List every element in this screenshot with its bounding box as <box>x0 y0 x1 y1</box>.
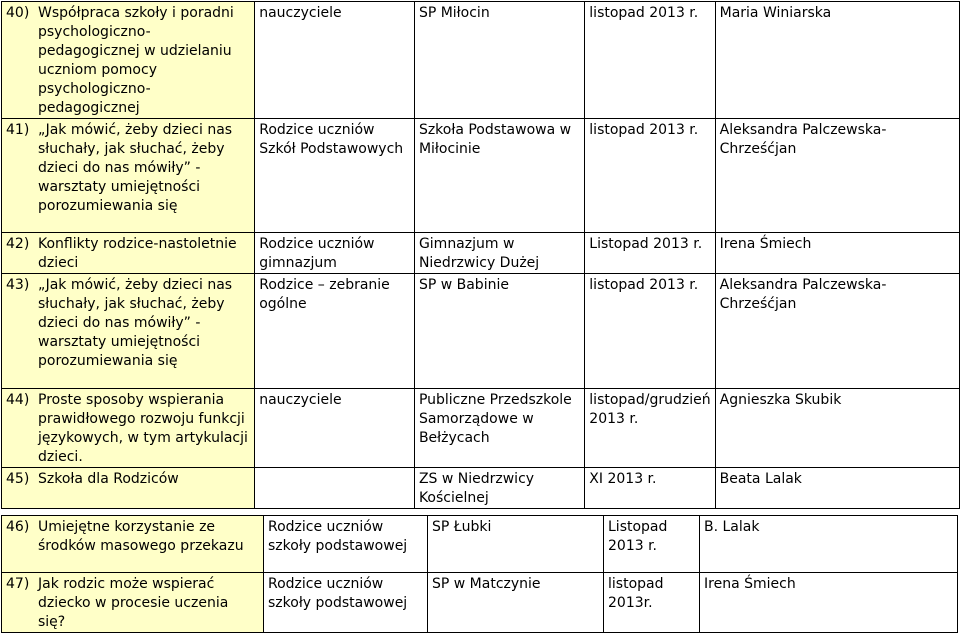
place-cell: SP w Babinie <box>414 274 584 389</box>
workshop-table-part2 <box>1 515 958 633</box>
place-cell: Szkoła Podstawowa w Miłocinie <box>414 119 584 233</box>
place-cell: SP Miłocin <box>414 2 584 119</box>
topic-text: „Jak mówić, żeby dzieci nas słuchały, jak słuchać, żeby dzieci do nas mówiły” - warsztaty umiejętności porozumiewania się <box>38 277 233 369</box>
row-number: 46) <box>6 519 30 535</box>
date-cell: listopad 2013 r. <box>585 119 715 233</box>
topic-text: Współpraca szkoły i poradni psychologiczno-pedagogicznej w udzielaniu uczniom pomocy psychologiczno-pedagogicznej <box>38 5 234 116</box>
table-row <box>2 2 960 119</box>
topic-cell <box>2 389 255 468</box>
topic-text: Proste sposoby wspierania prawidłowego rozwoju funkcji językowych, w tym artykulacji dzieci. <box>38 392 248 465</box>
audience-cell: nauczyciele <box>255 2 415 119</box>
table-row <box>2 389 960 468</box>
table-row <box>2 233 960 274</box>
date-cell: listopad/grudzień 2013 r. <box>585 389 715 468</box>
date-cell: Listopad 2013 r. <box>585 233 715 274</box>
workshop-table-part1 <box>1 1 960 509</box>
place-cell: Gimnazjum w Niedrzwicy Dużej <box>414 233 584 274</box>
topic-cell <box>2 274 255 389</box>
row-number: 40) <box>6 5 30 21</box>
leader-cell: Maria Winiarska <box>715 2 959 119</box>
topic-cell <box>2 119 255 233</box>
table-row <box>2 516 958 573</box>
audience-cell: Rodzice uczniów gimnazjum <box>255 233 415 274</box>
table-row <box>2 119 960 233</box>
leader-cell: Aleksandra Palczewska-Chrześćjan <box>715 119 959 233</box>
row-number: 44) <box>6 392 30 408</box>
leader-cell: Irena Śmiech <box>700 573 958 633</box>
audience-cell: nauczyciele <box>255 389 415 468</box>
place-cell: SP Łubki <box>428 516 604 573</box>
date-cell: Listopad 2013 r. <box>604 516 700 573</box>
audience-cell: Rodzice uczniów szkoły podstawowej <box>264 516 428 573</box>
table-row <box>2 468 960 509</box>
leader-cell: Beata Lalak <box>715 468 959 509</box>
audience-cell: Rodzice – zebranie ogólne <box>255 274 415 389</box>
topic-cell <box>2 2 255 119</box>
date-cell: XI 2013 r. <box>585 468 715 509</box>
topic-cell <box>2 516 264 573</box>
topic-text: Jak rodzic może wspierać dziecko w procesie uczenia się? <box>38 576 229 630</box>
leader-cell: B. Lalak <box>700 516 958 573</box>
topic-cell <box>2 233 255 274</box>
table-row <box>2 573 958 633</box>
topic-text: Konflikty rodzice-nastoletnie dzieci <box>38 236 237 271</box>
audience-cell: Rodzice uczniów Szkół Podstawowych <box>255 119 415 233</box>
topic-text: Umiejętne korzystanie ze środków masowego przekazu <box>38 519 244 554</box>
date-cell: listopad 2013 r. <box>585 2 715 119</box>
date-cell: listopad 2013 r. <box>585 274 715 389</box>
place-cell: Publiczne Przedszkole Samorządowe w Bełżycach <box>414 389 584 468</box>
leader-cell: Agnieszka Skubik <box>715 389 959 468</box>
topic-cell <box>2 468 255 509</box>
leader-cell: Irena Śmiech <box>715 233 959 274</box>
row-number: 41) <box>6 122 30 138</box>
audience-cell: Rodzice uczniów szkoły podstawowej <box>264 573 428 633</box>
place-cell: ZS w Niedrzwicy Kościelnej <box>414 468 584 509</box>
topic-cell <box>2 573 264 633</box>
row-number: 42) <box>6 236 30 252</box>
leader-cell: Aleksandra Palczewska-Chrześćjan <box>715 274 959 389</box>
topic-text: Szkoła dla Rodziców <box>38 471 179 487</box>
topic-text: „Jak mówić, żeby dzieci nas słuchały, jak słuchać, żeby dzieci do nas mówiły” - warsztaty umiejętności porozumiewania się <box>38 122 233 214</box>
row-number: 43) <box>6 277 30 293</box>
place-cell: SP w Matczynie <box>428 573 604 633</box>
table-row <box>2 274 960 389</box>
row-number: 47) <box>6 576 30 592</box>
row-number: 45) <box>6 471 30 487</box>
audience-cell <box>255 468 415 509</box>
date-cell: listopad 2013r. <box>604 573 700 633</box>
